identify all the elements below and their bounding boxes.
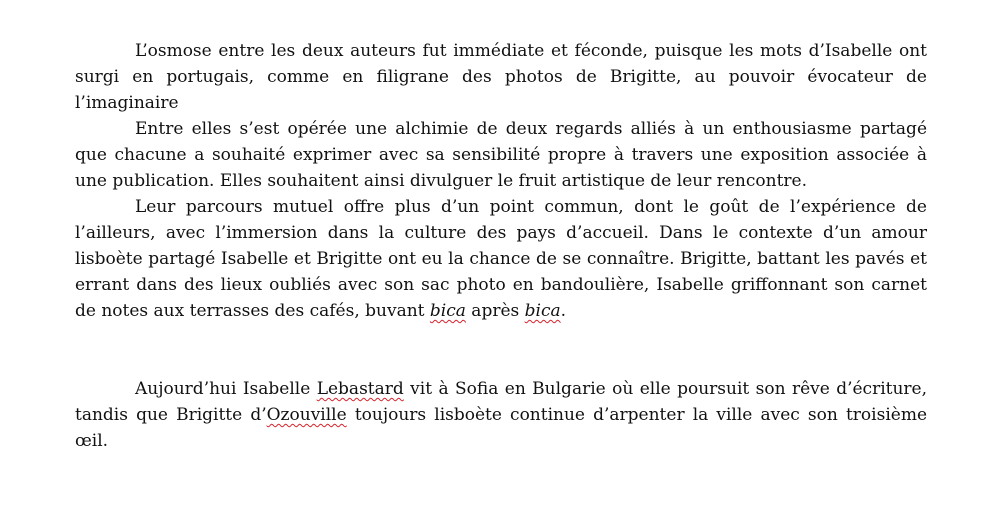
paragraph-text: Aujourd’hui Isabelle <box>135 379 317 399</box>
spellcheck-word[interactable]: Lebastard <box>316 379 404 399</box>
document-body <box>75 38 927 454</box>
blank-line <box>75 324 927 376</box>
paragraph-text: après <box>465 301 525 321</box>
paragraph-text: vit à Sofia en Bulgarie où elle poursuit son rêve d’écriture, tandis que Brigitte d’ <box>75 379 928 425</box>
paragraph-text: . <box>560 301 567 321</box>
spellcheck-word[interactable]: Ozouville <box>266 405 347 425</box>
paragraph <box>75 194 927 324</box>
paragraph <box>75 116 927 194</box>
paragraph-text: toujours lisboète continue d’arpenter la ville avec son troisième œil. <box>75 405 927 451</box>
paragraph-text: L’osmose entre les deux auteurs fut immédiate et féconde, puisque les mots d’Isabelle ont surgi en portugais, comme en filigrane des photos de Brigitte, au pouvoir évocateur de l’imaginaire <box>75 41 927 113</box>
paragraph <box>75 38 927 116</box>
paragraph-text: Entre elles s’est opérée une alchimie de deux regards alliés à un enthousiasme partagé que chacune a souhaité exprimer avec sa sensibilité propre à travers une exposition associée à une publication. Elles souhaitent ainsi divulguer le fruit artistique de leur rencontre. <box>75 119 927 191</box>
spellcheck-word[interactable]: bica <box>524 301 561 321</box>
spellcheck-word[interactable]: bica <box>429 301 466 321</box>
paragraph-text: Leur parcours mutuel offre plus d’un point commun, dont le goût de l’expérience de l’ailleurs, avec l’immersion dans la culture des pays d’accueil. Dans le contexte d’un amour lisboète partagé Isabelle et Brigitte ont eu la chance de se connaître. Brigitte, battant les pavés et errant dans des lieux oubliés avec son sac photo en bandoulière, Isabelle griffonnant son carnet de notes aux terrasses des cafés, buvant <box>75 197 927 321</box>
paragraph <box>75 376 927 454</box>
